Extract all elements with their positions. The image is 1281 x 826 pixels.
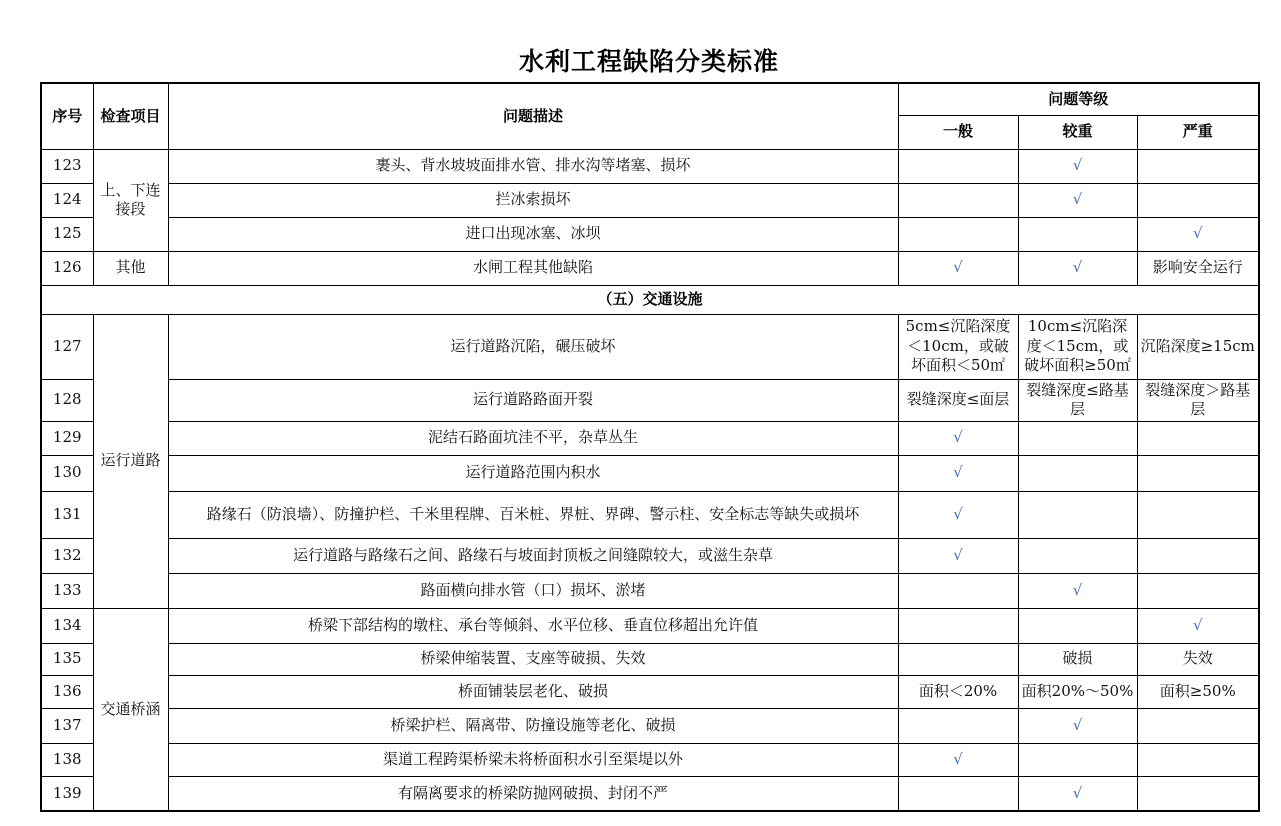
header-level-severe: 严重 (1137, 115, 1259, 149)
row-number-cell: 123 (41, 149, 93, 183)
problem-description-cell: 桥梁护栏、隔离带、防撞设施等老化、破损 (168, 708, 898, 743)
table-row (41, 743, 1259, 776)
table-row (41, 573, 1259, 608)
problem-description-cell: 运行道路沉陷，碾压破坏 (168, 314, 898, 379)
row-number-cell: 136 (41, 675, 93, 708)
criteria-moderate-cell: 裂缝深度≤路基层 (1018, 379, 1137, 421)
table-row (41, 538, 1259, 573)
table-row (41, 251, 1259, 285)
inspection-group-cell: 其他 (93, 251, 168, 285)
row-number-cell: 131 (41, 491, 93, 538)
row-number-cell: 133 (41, 573, 93, 608)
criteria-moderate-cell: √ (1018, 708, 1137, 743)
criteria-severe-cell: 沉陷深度≥15cm (1137, 314, 1259, 379)
criteria-general-cell (898, 708, 1018, 743)
criteria-moderate-cell: √ (1018, 251, 1137, 285)
problem-description-cell: 进口出现冰塞、冰坝 (168, 217, 898, 251)
criteria-moderate-cell: 面积20%～50% (1018, 675, 1137, 708)
row-number-cell: 138 (41, 743, 93, 776)
row-number-cell: 132 (41, 538, 93, 573)
problem-description-cell: 路缘石（防浪墙）、防撞护栏、千米里程牌、百米桩、界桩、界碑、警示柱、安全标志等缺失或损坏 (168, 491, 898, 538)
criteria-moderate-cell: √ (1018, 573, 1137, 608)
criteria-moderate-cell: √ (1018, 183, 1137, 217)
problem-description-cell: 运行道路路面开裂 (168, 379, 898, 421)
defect-classification-table (40, 82, 1260, 812)
criteria-severe-cell (1137, 776, 1259, 811)
criteria-severe-cell (1137, 183, 1259, 217)
criteria-severe-cell (1137, 149, 1259, 183)
table-row (41, 421, 1259, 455)
problem-description-cell: 桥面铺装层老化、破损 (168, 675, 898, 708)
problem-description-cell: 路面横向排水管（口）损坏、淤堵 (168, 573, 898, 608)
criteria-general-cell: √ (898, 251, 1018, 285)
criteria-general-cell (898, 776, 1018, 811)
criteria-general-cell: √ (898, 491, 1018, 538)
row-number-cell: 135 (41, 643, 93, 675)
section-heading: （五）交通设施 (41, 285, 1259, 314)
header-level-moderate: 较重 (1018, 115, 1137, 149)
inspection-group-cell: 上、下连接段 (93, 149, 168, 251)
problem-description-cell: 桥梁伸缩装置、支座等破损、失效 (168, 643, 898, 675)
criteria-moderate-cell: 10cm≤沉陷深度＜15cm，或破坏面积≥50㎡ (1018, 314, 1137, 379)
criteria-moderate-cell (1018, 608, 1137, 643)
criteria-general-cell: 面积＜20% (898, 675, 1018, 708)
criteria-moderate-cell (1018, 491, 1137, 538)
criteria-severe-cell (1137, 708, 1259, 743)
table-row (41, 183, 1259, 217)
criteria-moderate-cell (1018, 538, 1137, 573)
criteria-severe-cell (1137, 491, 1259, 538)
table-row (41, 149, 1259, 183)
criteria-severe-cell: √ (1137, 217, 1259, 251)
table-row (41, 708, 1259, 743)
page-title: 水利工程缺陷分类标准 (518, 47, 779, 76)
criteria-moderate-cell: √ (1018, 149, 1137, 183)
criteria-general-cell (898, 149, 1018, 183)
row-number-cell: 130 (41, 455, 93, 491)
inspection-group-cell: 运行道路 (93, 314, 168, 608)
table-row (41, 217, 1259, 251)
header-level-general: 一般 (898, 115, 1018, 149)
row-number-cell: 126 (41, 251, 93, 285)
problem-description-cell: 裹头、背水坡坡面排水管、排水沟等堵塞、损坏 (168, 149, 898, 183)
problem-description-cell: 渠道工程跨渠桥梁未将桥面积水引至渠堤以外 (168, 743, 898, 776)
criteria-general-cell (898, 643, 1018, 675)
criteria-severe-cell: 失效 (1137, 643, 1259, 675)
criteria-general-cell (898, 608, 1018, 643)
criteria-general-cell: √ (898, 455, 1018, 491)
criteria-general-cell (898, 183, 1018, 217)
criteria-general-cell: √ (898, 743, 1018, 776)
row-number-cell: 137 (41, 708, 93, 743)
criteria-moderate-cell (1018, 421, 1137, 455)
inspection-group-cell: 交通桥涵 (93, 608, 168, 811)
criteria-severe-cell: 影响安全运行 (1137, 251, 1259, 285)
criteria-severe-cell (1137, 538, 1259, 573)
criteria-severe-cell: 面积≥50% (1137, 675, 1259, 708)
criteria-severe-cell (1137, 455, 1259, 491)
header-item: 检查项目 (93, 83, 168, 149)
criteria-moderate-cell (1018, 217, 1137, 251)
table-row (41, 643, 1259, 675)
row-number-cell: 128 (41, 379, 93, 421)
criteria-severe-cell (1137, 421, 1259, 455)
criteria-general-cell: √ (898, 538, 1018, 573)
criteria-general-cell (898, 217, 1018, 251)
criteria-general-cell (898, 573, 1018, 608)
header-desc: 问题描述 (168, 83, 898, 149)
problem-description-cell: 有隔离要求的桥梁防抛网破损、封闭不严 (168, 776, 898, 811)
problem-description-cell: 桥梁下部结构的墩柱、承台等倾斜、水平位移、垂直位移超出允许值 (168, 608, 898, 643)
table-row (41, 379, 1259, 421)
problem-description-cell: 水闸工程其他缺陷 (168, 251, 898, 285)
problem-description-cell: 运行道路范围内积水 (168, 455, 898, 491)
section-row (41, 285, 1259, 314)
criteria-severe-cell (1137, 743, 1259, 776)
row-number-cell: 127 (41, 314, 93, 379)
table-row (41, 455, 1259, 491)
row-number-cell: 125 (41, 217, 93, 251)
criteria-general-cell: √ (898, 421, 1018, 455)
table-row (41, 608, 1259, 643)
header-no: 序号 (41, 83, 93, 149)
criteria-moderate-cell (1018, 743, 1137, 776)
criteria-general-cell: 裂缝深度≤面层 (898, 379, 1018, 421)
row-number-cell: 139 (41, 776, 93, 811)
problem-description-cell: 拦冰索损坏 (168, 183, 898, 217)
row-number-cell: 129 (41, 421, 93, 455)
table-row (41, 675, 1259, 708)
criteria-moderate-cell: 破损 (1018, 643, 1137, 675)
header-row-1 (41, 83, 1259, 115)
table-row (41, 314, 1259, 379)
criteria-moderate-cell (1018, 455, 1137, 491)
criteria-severe-cell (1137, 573, 1259, 608)
criteria-severe-cell: √ (1137, 608, 1259, 643)
row-number-cell: 134 (41, 608, 93, 643)
criteria-general-cell: 5cm≤沉陷深度＜10cm，或破坏面积＜50㎡ (898, 314, 1018, 379)
table-row (41, 491, 1259, 538)
criteria-severe-cell: 裂缝深度＞路基层 (1137, 379, 1259, 421)
problem-description-cell: 泥结石路面坑洼不平，杂草丛生 (168, 421, 898, 455)
problem-description-cell: 运行道路与路缘石之间、路缘石与坡面封顶板之间缝隙较大，或滋生杂草 (168, 538, 898, 573)
header-level: 问题等级 (898, 83, 1259, 115)
criteria-moderate-cell: √ (1018, 776, 1137, 811)
table-row (41, 776, 1259, 811)
row-number-cell: 124 (41, 183, 93, 217)
